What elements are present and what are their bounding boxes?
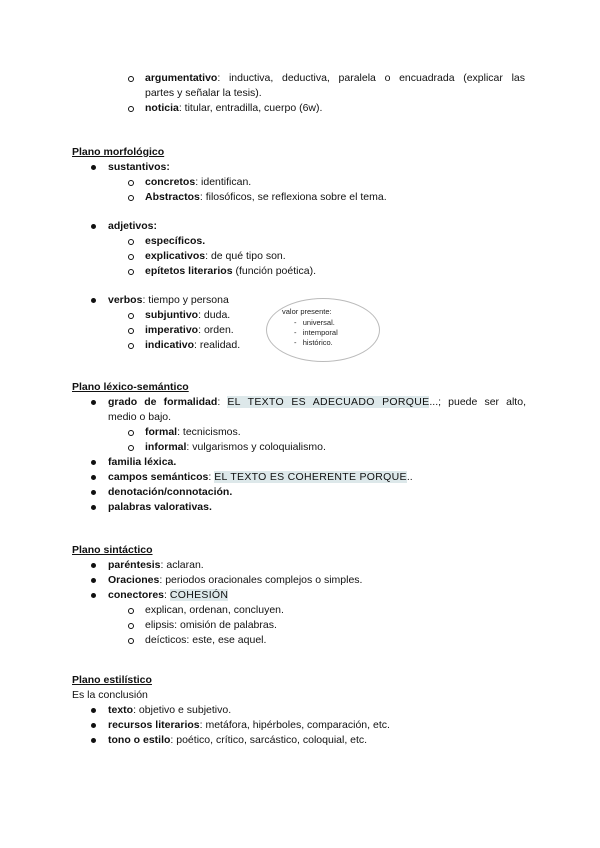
abstractos-line: Abstractos: filosóficos, se reflexiona sobre el tema. (145, 191, 387, 203)
bullet-dot-icon (91, 563, 96, 568)
bullet-circle-icon (128, 254, 134, 260)
bullet-dot-icon (91, 593, 96, 598)
argumentativo-line-2: partes y señalar la tesis). (145, 87, 262, 99)
concretos-line: concretos: identifican. (145, 176, 252, 188)
bullet-circle-icon (128, 313, 134, 319)
bullet-dot-icon (91, 460, 96, 465)
valor-presente-item: - intemporal (294, 328, 338, 337)
conectores-line: conectores: COHESIÓN (108, 589, 229, 601)
imperativo-line: imperativo: orden. (145, 324, 234, 336)
bullet-circle-icon (128, 608, 134, 614)
bullet-dot-icon (91, 738, 96, 743)
adjetivos-label: adjetivos: (108, 220, 158, 232)
bullet-circle-icon (128, 239, 134, 245)
highlight-adecuado: EL TEXTO ES ADECUADO PORQUE (227, 396, 430, 408)
bullet-circle-icon (128, 106, 134, 112)
texto-line: texto: objetivo e subjetivo. (108, 704, 232, 716)
informal-line: informal: vulgarismos y coloquialismo. (145, 441, 326, 453)
estilistico-intro: Es la conclusión (72, 689, 148, 701)
verbos-line: verbos: tiempo y persona (108, 294, 229, 306)
bullet-dot-icon (91, 578, 96, 583)
argumentativo-line: argumentativo: inductiva, deductiva, paralela o encuadrada (explicar las (145, 72, 525, 84)
conectores-sub-line: deícticos: este, ese aquel. (145, 634, 267, 646)
conectores-sub-line: explican, ordenan, concluyen. (145, 604, 284, 616)
parentesis-line: paréntesis: aclaran. (108, 559, 204, 571)
bullet-dot-icon (91, 400, 96, 405)
familia-lexica-line: familia léxica. (108, 456, 177, 468)
denotacion-line: denotación/connotación. (108, 486, 233, 498)
bullet-circle-icon (128, 445, 134, 451)
bullet-circle-icon (128, 638, 134, 644)
oraciones-line: Oraciones: periodos oracionales complejos o simples. (108, 574, 363, 586)
valorativas-line: palabras valorativas. (108, 501, 212, 513)
bullet-circle-icon (128, 180, 134, 186)
tono-line: tono o estilo: poético, crítico, sarcástico, coloquial, etc. (108, 734, 368, 746)
bullet-circle-icon (128, 430, 134, 436)
heading-morfologico: Plano morfológico (72, 146, 165, 158)
valor-presente-item: - histórico. (294, 338, 333, 347)
bullet-dot-icon (91, 224, 96, 229)
bullet-dot-icon (91, 708, 96, 713)
bullet-circle-icon (128, 623, 134, 629)
highlight-cohesion: COHESIÓN (169, 589, 229, 601)
bullet-dot-icon (91, 165, 96, 170)
valor-presente-item: - universal. (294, 318, 335, 327)
grado-formalidad-line-2: medio o bajo. (108, 411, 172, 423)
heading-sintactico: Plano sintáctico (72, 544, 153, 556)
heading-estilistico: Plano estilístico (72, 674, 152, 686)
heading-lexico-semantico: Plano léxico-semántico (72, 381, 189, 393)
valor-presente-title: valor presente: (282, 307, 332, 316)
sustantivos-label: sustantivos: (108, 161, 170, 173)
formal-line: formal: tecnicismos. (145, 426, 241, 438)
conectores-sub-line: elipsis: omisión de palabras. (145, 619, 277, 631)
bullet-dot-icon (91, 505, 96, 510)
indicativo-line: indicativo: realidad. (145, 339, 241, 351)
campos-semanticos-line: campos semánticos: EL TEXTO ES COHERENTE PORQUE.. (108, 471, 413, 483)
bullet-dot-icon (91, 298, 96, 303)
especificos-line: específicos. (145, 235, 206, 247)
bullet-circle-icon (128, 328, 134, 334)
bullet-circle-icon (128, 269, 134, 275)
bullet-circle-icon (128, 343, 134, 349)
subjuntivo-line: subjuntivo: duda. (145, 309, 231, 321)
grado-formalidad-line: grado de formalidad: EL TEXTO ES ADECUADO PORQUE...; puede ser alto, (108, 396, 526, 408)
bullet-dot-icon (91, 475, 96, 480)
recursos-line: recursos literarios: metáfora, hipérboles, comparación, etc. (108, 719, 390, 731)
highlight-coherente: EL TEXTO ES COHERENTE PORQUE (214, 471, 407, 483)
explicativos-line: explicativos: de qué tipo son. (145, 250, 286, 262)
bullet-circle-icon (128, 76, 134, 82)
bullet-dot-icon (91, 723, 96, 728)
noticia-line: noticia: titular, entradilla, cuerpo (6w). (145, 102, 323, 114)
bullet-circle-icon (128, 195, 134, 201)
epitetos-line: epítetos literarios (función poética). (145, 265, 316, 277)
bullet-dot-icon (91, 490, 96, 495)
